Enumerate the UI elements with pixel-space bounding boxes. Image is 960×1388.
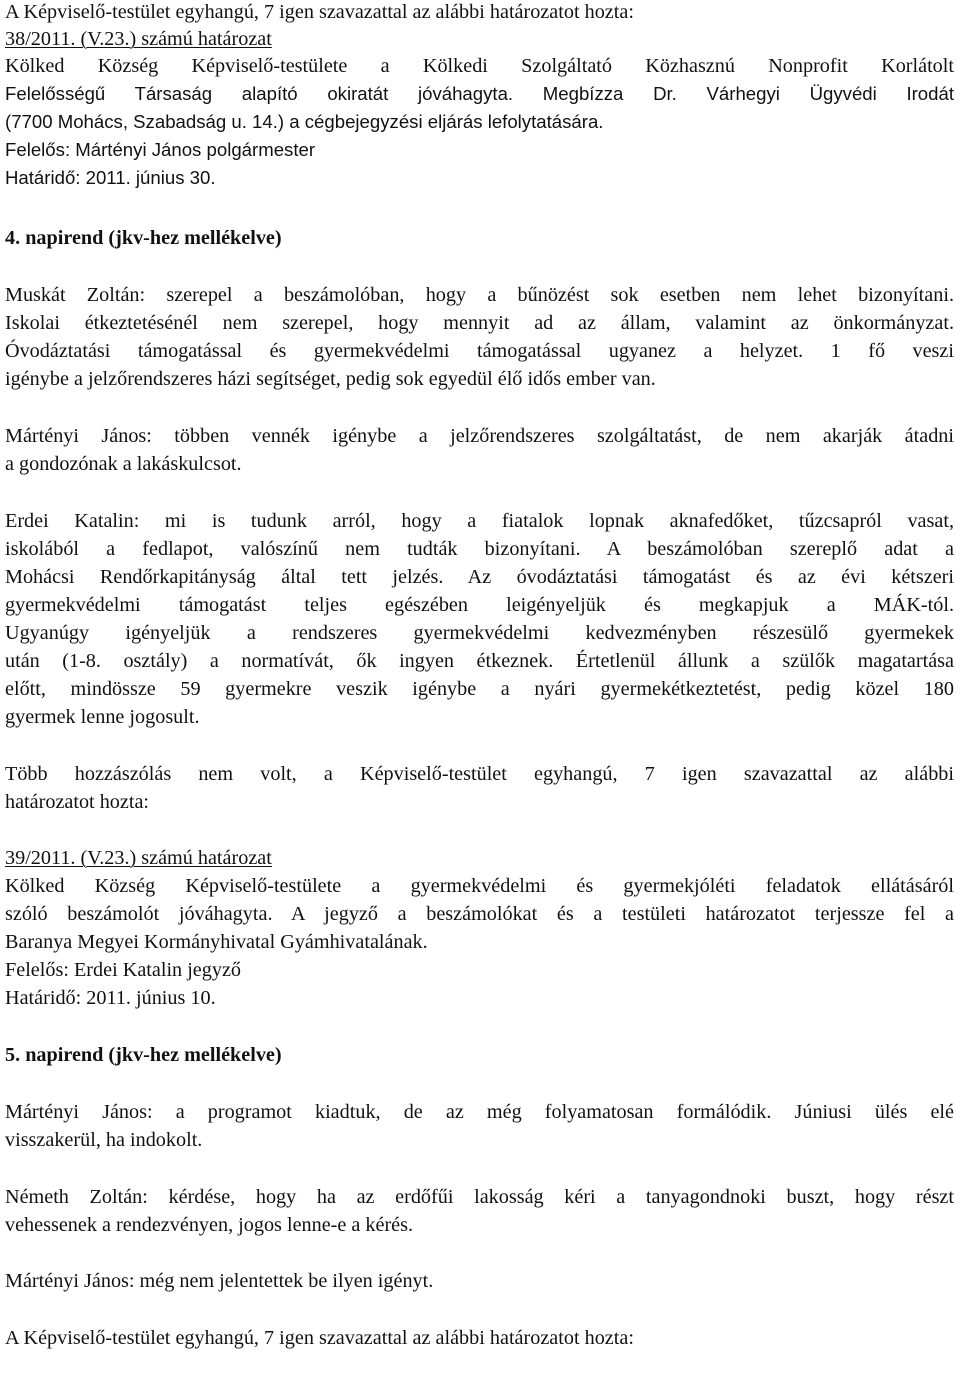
paragraph-line: gyermek lenne jogosult. [5,706,200,728]
resolution-text: Baranya Megyei Kormányhivatal Gyámhivatalának. [5,931,428,953]
resolution-text: (7700 Mohács, Szabadság u. 14.) a cégbejegyzési eljárás lefolytatására. [5,111,604,132]
paragraph-line: előtt, mindössze 59 gyermekre veszik igénybe a nyári gyermekétkeztetést, pedig közel 180 [5,678,954,700]
resolution-text: szóló beszámolót jóváhagyta. A jegyző a beszámolókat és a testületi határozatot terjessze fel a [5,903,954,925]
paragraph-line: Mohácsi Rendőrkapitányság által tett jelzés. Az óvodáztatási támogatást és az évi kétszeri [5,566,954,588]
paragraph-line: Mártényi János: többen vennék igénybe a jelzőrendszeres szolgáltatást, de nem akarják átadni [5,425,954,447]
paragraph-line: Muskát Zoltán: szerepel a beszámolóban, hogy a bűnözést sok esetben nem lehet bizonyítani. [5,284,954,306]
responsible-person: Felelős: Erdei Katalin jegyző [5,959,242,981]
paragraph-line: visszakerül, ha indokolt. [5,1129,203,1151]
paragraph-line: után (1-8. osztály) a normatívát, ők ingyen étkeznek. Értetlenül állunk a szülők magatartása [5,650,954,672]
responsible-person: Felelős: Mártényi János polgármester [5,139,316,160]
paragraph-line: Óvodáztatási támogatással és gyermekvédelmi támogatással ugyanez a helyzet. 1 fő veszi [5,340,954,362]
paragraph-line: gyermekvédelmi támogatást teljes egészében leigényeljük és megkapjuk a MÁK-tól. [5,594,954,616]
paragraph-line: Ugyanúgy igényeljük a rendszeres gyermekvédelmi kedvezményben részesülő gyermekek [5,622,954,644]
paragraph-line: Mártényi János: a programot kiadtuk, de az még folyamatosan formálódik. Júniusi ülés elé [5,1101,954,1123]
deadline: Határidő: 2011. június 10. [5,987,216,1009]
paragraph-line: iskolából a fedlapot, valószínű nem tudták bizonyítani. A beszámolóban szereplő adat a [5,538,954,560]
paragraph-line: vehessenek a rendezvényen, jogos lenne-e a kérés. [5,1214,414,1236]
deadline: Határidő: 2011. június 30. [5,167,216,188]
vote-intro: A Képviselő-testület egyhangú, 7 igen szavazattal az alábbi határozatot hozta: [5,1,634,23]
paragraph-line: Németh Zoltán: kérdése, hogy ha az erdőfűi lakosság kéri a tanyagondnoki buszt, hogy részt [5,1186,954,1208]
paragraph-line: Iskolai étkeztetésénél nem szerepel, hogy mennyit ad az állam, valamint az önkormányzat. [5,312,954,334]
resolution-text: Kölked Község Képviselő-testülete a Kölkedi Szolgáltató Közhasznú Nonprofit Korlátolt [5,55,954,77]
agenda-heading: 4. napirend (jkv-hez mellékelve) [5,227,282,249]
paragraph-line: a gondozónak a lakáskulcsot. [5,453,242,475]
vote-intro: A Képviselő-testület egyhangú, 7 igen szavazattal az alábbi határozatot hozta: [5,1327,634,1349]
paragraph-line: határozatot hozta: [5,791,150,813]
paragraph-line: igénybe a jelzőrendszeres házi segítséget, pedig sok egyedül élő idős ember van. [5,368,656,390]
resolution-text: Kölked Község Képviselő-testülete a gyermekvédelmi és gyermekjóléti feladatok ellátásáról [5,875,954,897]
resolution-text: Felelősségű Társaság alapító okiratát jóváhagyta. Megbízza Dr. Várhegyi Ügyvédi Irodát [5,83,954,104]
resolution-number: 39/2011. (V.23.) számú határozat [5,847,272,869]
paragraph-line: Erdei Katalin: mi is tudunk arról, hogy a fiatalok lopnak aknafedőket, tűzcsapról vasat, [5,510,954,532]
resolution-number: 38/2011. (V.23.) számú határozat [5,28,272,50]
agenda-heading: 5. napirend (jkv-hez mellékelve) [5,1044,282,1066]
paragraph-line: Mártényi János: még nem jelentettek be ilyen igényt. [5,1270,434,1292]
paragraph-line: Több hozzászólás nem volt, a Képviselő-testület egyhangú, 7 igen szavazattal az alábbi [5,763,954,785]
